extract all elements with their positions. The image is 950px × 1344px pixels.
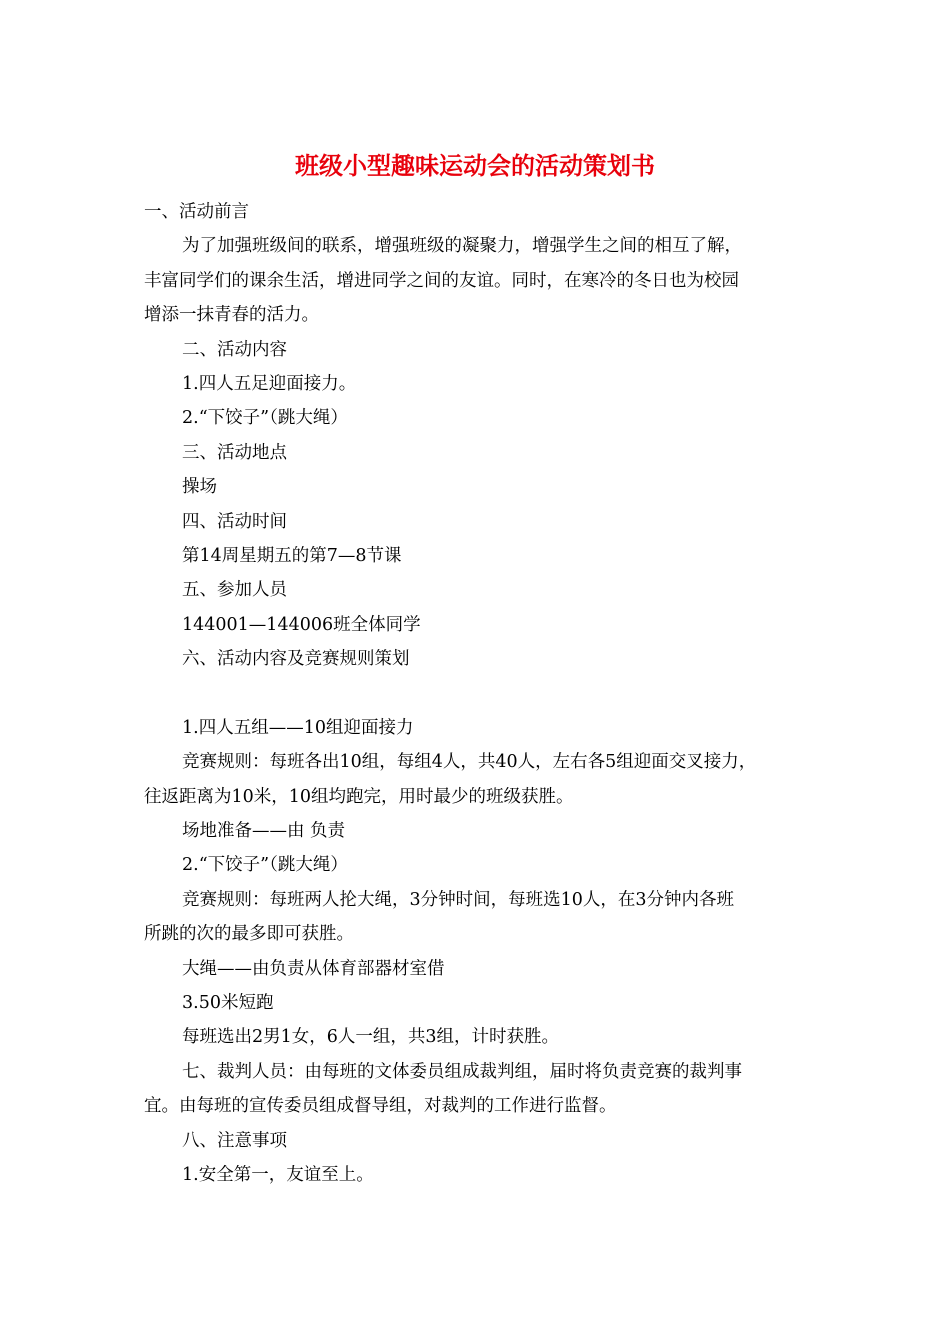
text-line: 为了加强班级间的联系，增强班级的凝聚力，增强学生之间的相互了解， bbox=[182, 236, 742, 257]
text-line: 1.四人五足迎面接力。 bbox=[182, 373, 357, 394]
text-line: 二、活动内容 bbox=[182, 339, 287, 360]
text-line: 八、注意事项 bbox=[182, 1130, 287, 1151]
text-line: 每班选出2男1女，6人一组，共3组，计时获胜。 bbox=[182, 1027, 560, 1048]
text-line: 竞赛规则：每班两人抡大绳，3分钟时间，每班选10人，在3分钟内各班 bbox=[182, 889, 735, 910]
text-line: 所跳的次的最多即可获胜。 bbox=[144, 924, 354, 945]
text-line: 1.四人五组——10组迎面接力 bbox=[182, 717, 414, 738]
document-body bbox=[144, 195, 824, 1192]
text-line: 2.“下饺子”（跳大绳） bbox=[182, 855, 348, 876]
text-line: 大绳——由负责从体育部器材室借 bbox=[182, 958, 445, 979]
text-line: 丰富同学们的课余生活，增进同学之间的友谊。同时，在寒冷的冬日也为校园 bbox=[144, 270, 739, 291]
text-line: 操场 bbox=[182, 477, 217, 498]
text-line: 一、活动前言 bbox=[144, 202, 249, 222]
text-line: 1.安全第一，友谊至上。 bbox=[182, 1164, 374, 1185]
blank-line bbox=[144, 676, 824, 710]
text-line: 三、活动地点 bbox=[182, 442, 287, 463]
text-line: 场地准备——由 负责 bbox=[182, 821, 346, 842]
text-line: 五、参加人员 bbox=[182, 580, 287, 601]
text-line: 六、活动内容及竞赛规则策划 bbox=[182, 649, 410, 670]
text-line: 144001—144006班全体同学 bbox=[182, 614, 421, 635]
document-title: 班级小型趣味运动会的活动策划书 bbox=[295, 152, 655, 180]
text-line: 七、裁判人员：由每班的文体委员组成裁判组，届时将负责竞赛的裁判事 bbox=[182, 1061, 742, 1082]
text-line: 宜。由每班的宣传委员组成督导组，对裁判的工作进行监督。 bbox=[144, 1096, 617, 1117]
text-line: 增添一抹青春的活力。 bbox=[144, 305, 319, 326]
text-line: 第14周星期五的第7—8节课 bbox=[182, 545, 402, 566]
text-line: 2.“下饺子”（跳大绳） bbox=[182, 408, 348, 429]
text-line: 往返距离为10米，10组均跑完，用时最少的班级获胜。 bbox=[144, 786, 574, 807]
text-line: 3.50米短跑 bbox=[182, 992, 274, 1013]
text-line: 四、活动时间 bbox=[182, 511, 287, 532]
text-line: 竞赛规则：每班各出10组，每组4人，共40人，左右各5组迎面交叉接力， bbox=[182, 752, 757, 773]
